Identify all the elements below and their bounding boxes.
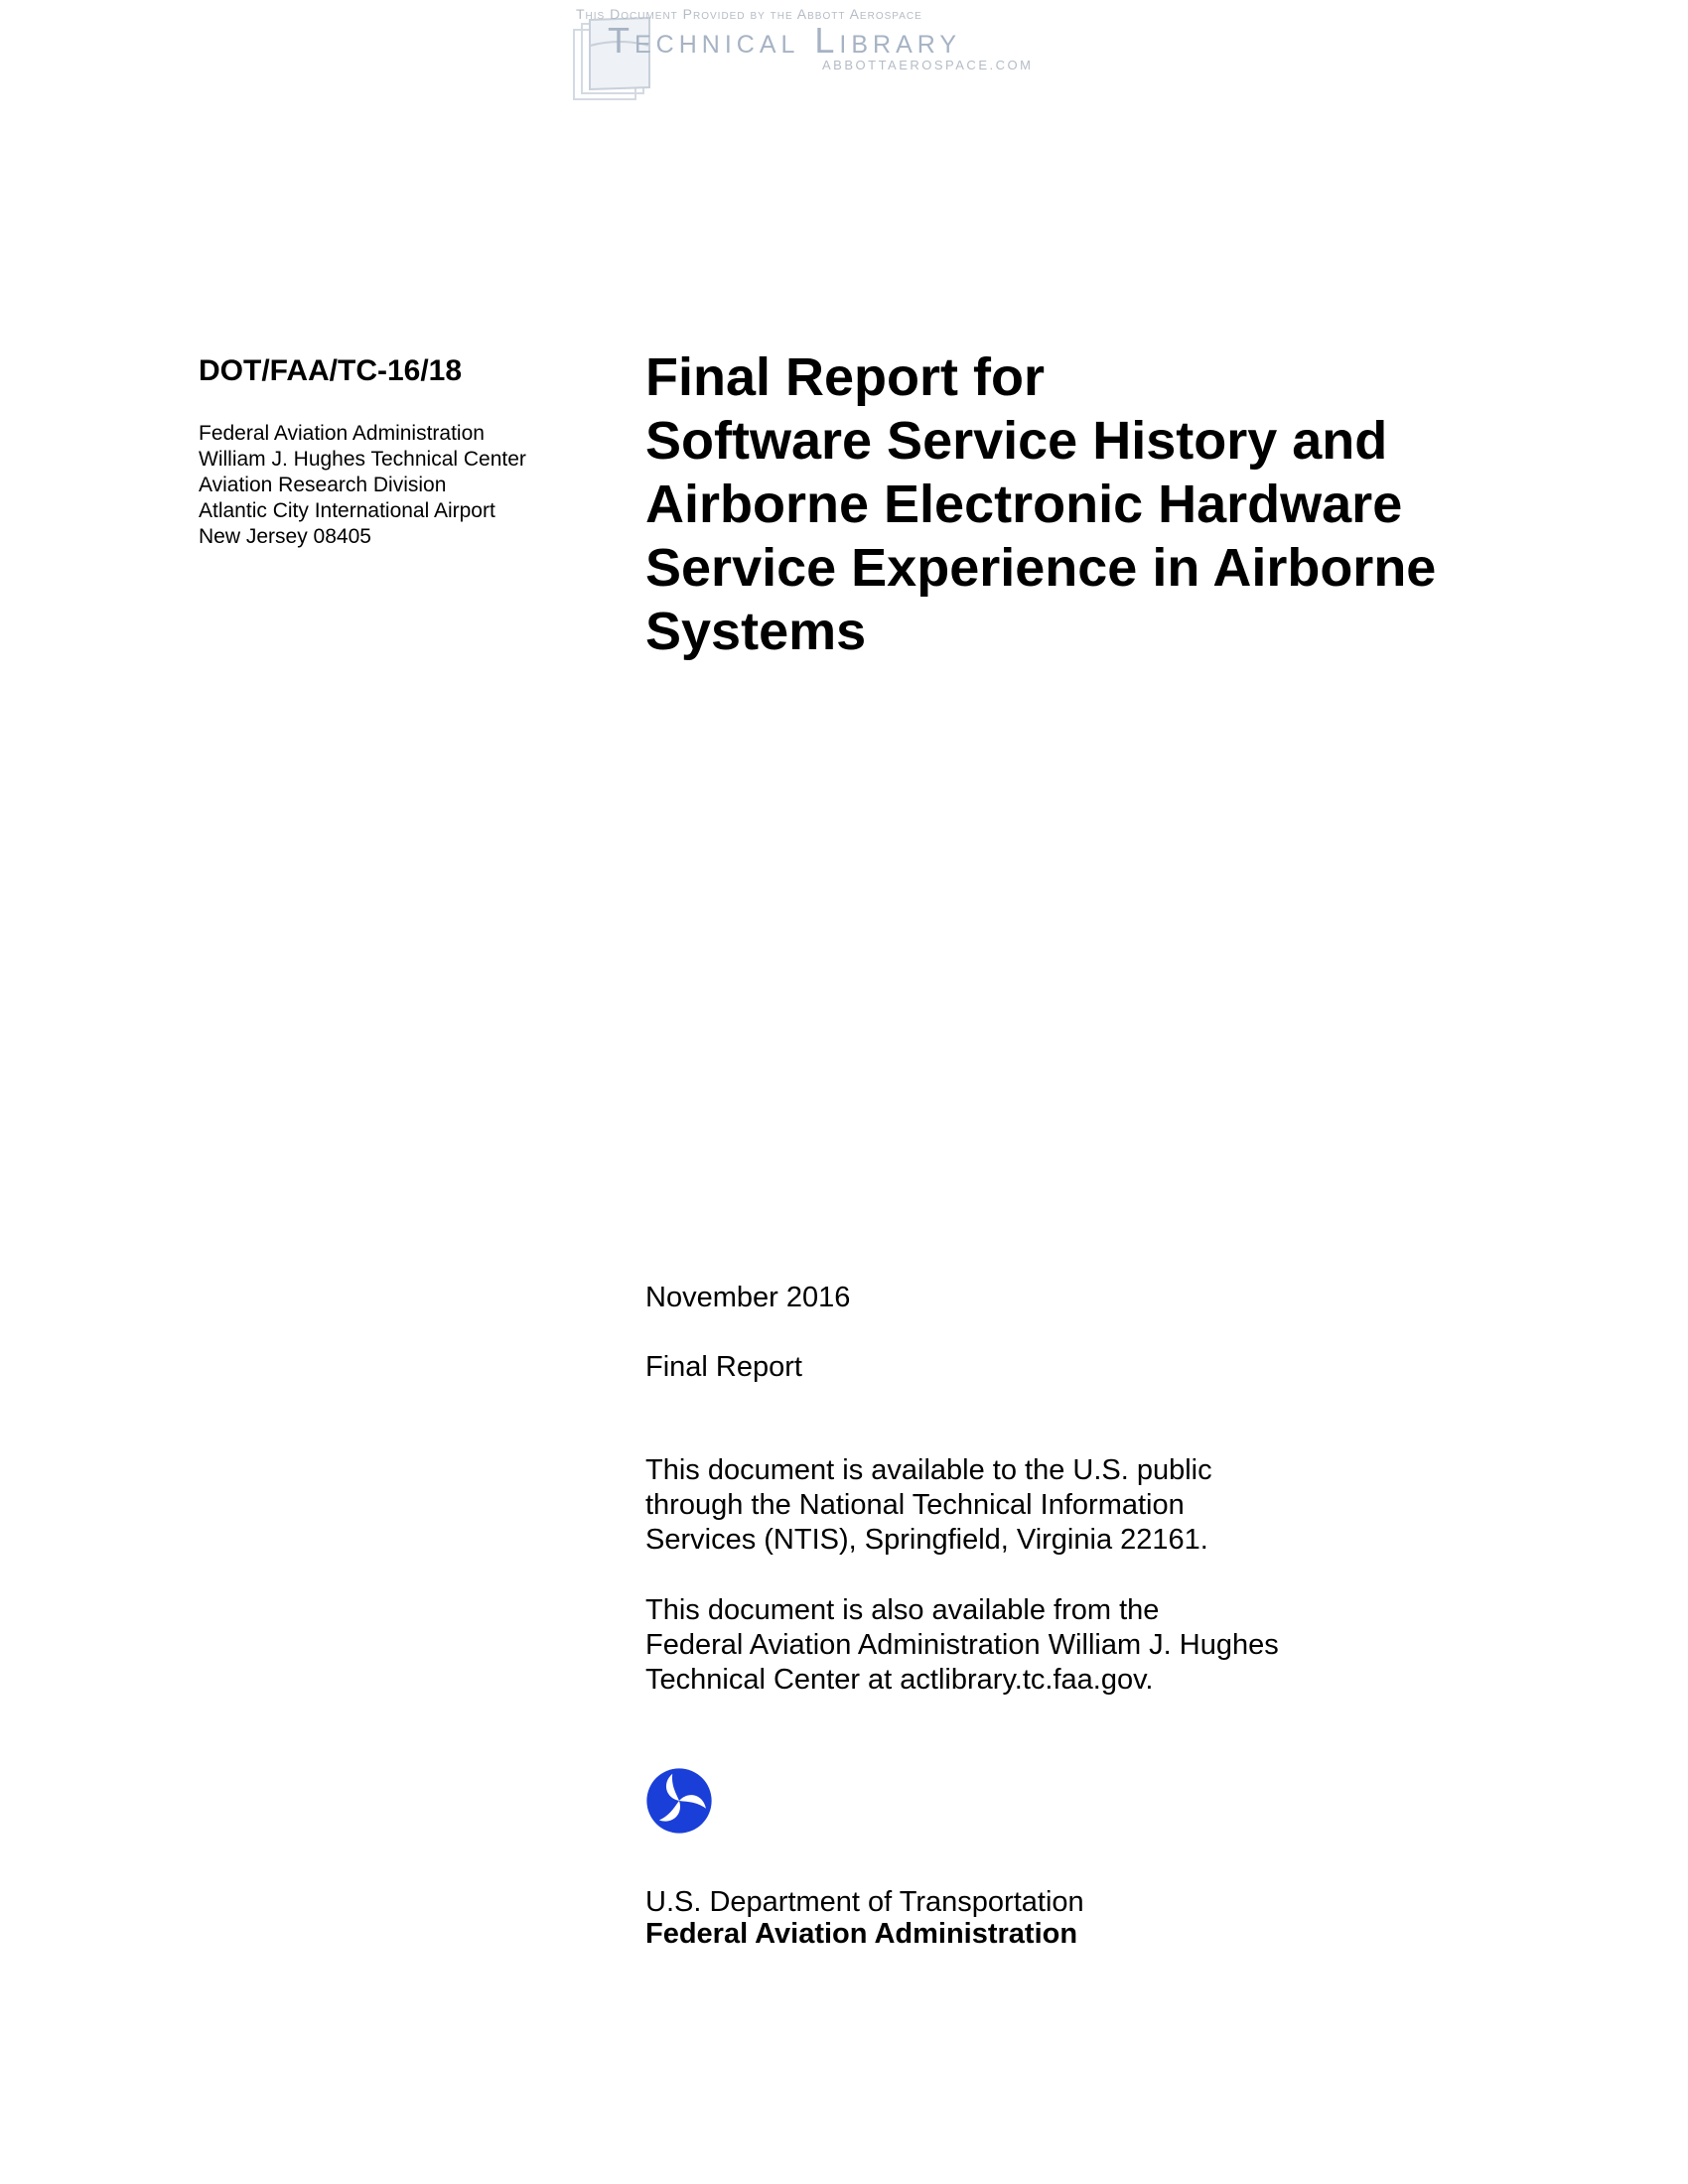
address-line: Aviation Research Division <box>199 474 447 496</box>
watermark-url-text: ABBOTTAEROSPACE.COM <box>822 58 1034 72</box>
address-line: William J. Hughes Technical Center <box>199 448 526 471</box>
watermark-library-text: Technical Library <box>608 20 962 61</box>
agency-block <box>645 1886 1084 1950</box>
report-date: November 2016 <box>645 1282 851 1313</box>
paragraph-line: Services (NTIS), Springfield, Virginia 22161. <box>645 1524 1208 1556</box>
title-line: Software Service History and <box>645 411 1388 471</box>
report-number: DOT/FAA/TC-16/18 <box>199 354 463 387</box>
address-line: Atlantic City International Airport <box>199 499 495 522</box>
paragraph-line: Federal Aviation Administration William J. Hughes <box>645 1629 1279 1661</box>
dot-tri-star-logo-icon <box>645 1767 713 1835</box>
address-line: New Jersey 08405 <box>199 525 371 548</box>
report-type: Final Report <box>645 1351 802 1383</box>
availability-faa-paragraph <box>645 1593 1279 1698</box>
title-line: Airborne Electronic Hardware <box>645 475 1403 534</box>
administration-name: Federal Aviation Administration <box>645 1918 1078 1950</box>
address-block <box>199 421 596 550</box>
watermark <box>566 0 1122 119</box>
paragraph-line: Technical Center at actlibrary.tc.faa.gov. <box>645 1664 1154 1696</box>
watermark-provider-text: This Document Provided by the Abbott Aerospace <box>576 6 922 22</box>
left-column <box>199 353 596 550</box>
title-line: Final Report for <box>645 347 1045 407</box>
title-line: Systems <box>645 602 867 661</box>
availability-ntis-paragraph <box>645 1453 1212 1558</box>
department-name: U.S. Department of Transportation <box>645 1886 1084 1918</box>
report-title <box>645 345 1638 663</box>
address-line: Federal Aviation Administration <box>199 422 485 445</box>
paragraph-line: This document is available to the U.S. public <box>645 1454 1212 1486</box>
title-line: Service Experience in Airborne <box>645 538 1437 598</box>
paragraph-line: This document is also available from the <box>645 1594 1160 1626</box>
paragraph-line: through the National Technical Information <box>645 1489 1185 1521</box>
